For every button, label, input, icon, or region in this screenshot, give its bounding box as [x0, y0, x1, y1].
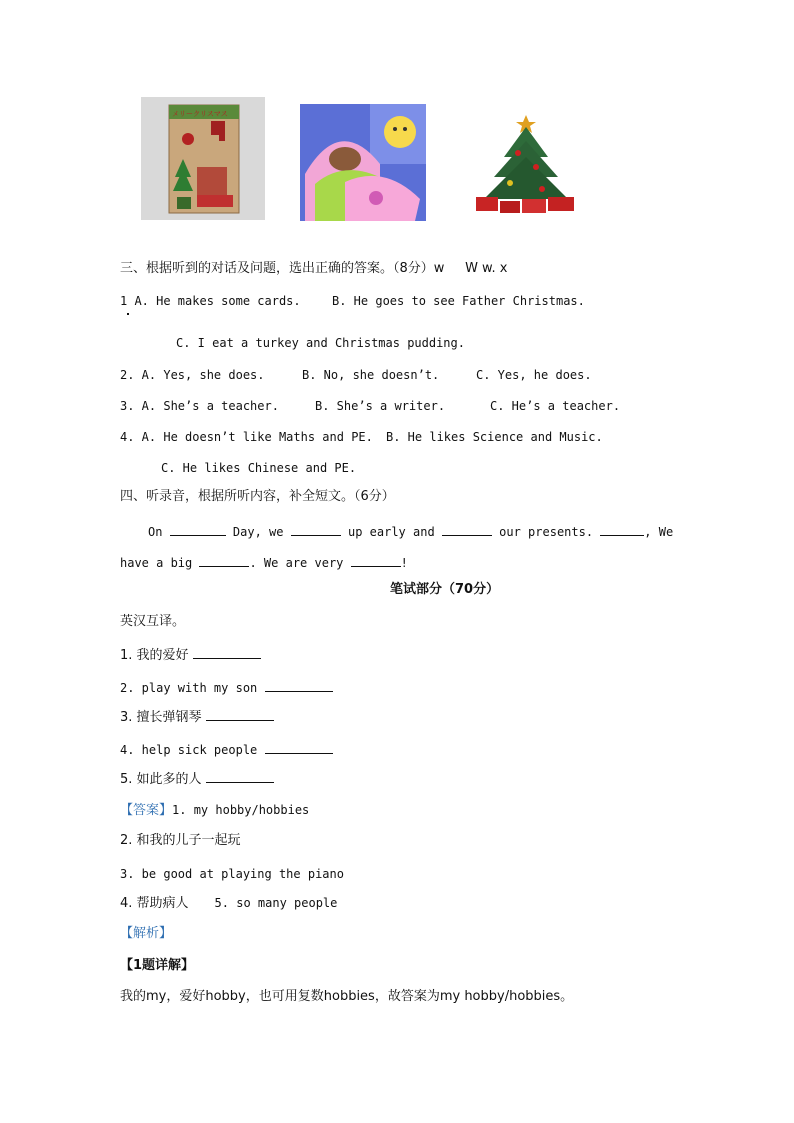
section3-title: 三、根据听到的对话及问题，选出正确的答案。（8分）w W w. x — [120, 261, 508, 276]
analysis-subheading: 【1题详解】 — [120, 958, 195, 973]
item-text: 1. 我的爱好 — [120, 648, 189, 663]
answer-tag: 【答案】 — [120, 803, 173, 818]
answer-blank-4[interactable] — [265, 741, 333, 754]
section4-title: 四、听录音，根据所听内容，补全短文。（6分） — [120, 489, 395, 504]
answer-blank-1[interactable] — [193, 646, 261, 659]
q3-option-b: B. She’s a writer. — [315, 399, 446, 413]
answer-line-2: 2. 和我的儿子一起玩 — [120, 833, 241, 848]
item-text: 4. help sick people — [120, 743, 258, 757]
answer-line-4 — [120, 895, 337, 912]
blank-3[interactable] — [442, 523, 492, 536]
card-text: メリークリスマス — [172, 110, 228, 118]
translation-item-5 — [120, 770, 274, 788]
q4-option-b: B. He likes Science and Music. — [386, 430, 603, 444]
item-text: 5. 如此多的人 — [120, 772, 202, 787]
translation-item-2 — [120, 679, 333, 696]
passage-text: our presents. — [499, 525, 594, 539]
analysis-tag: 【解析】 — [120, 926, 173, 941]
q2-option-c: C. Yes, he does. — [476, 368, 592, 382]
answer-line-3: 3. be good at playing the piano — [120, 867, 344, 881]
translation-item-1 — [120, 646, 261, 664]
answer-blank-3[interactable] — [206, 708, 274, 721]
q3-option-a: 3. A. She’s a teacher. — [120, 399, 279, 413]
stray-dot — [127, 313, 129, 315]
answer-text: 1. my hobby/hobbies — [172, 803, 310, 817]
answer-blank-5[interactable] — [206, 770, 274, 783]
sleeping-child-image — [300, 104, 426, 221]
answer-text: 5. so many people — [214, 896, 338, 910]
answer-text: 4. 帮助病人 — [120, 896, 189, 911]
answer-line-1 — [120, 802, 309, 819]
passage-line-2 — [120, 554, 408, 571]
blank-4[interactable] — [600, 523, 644, 536]
passage-text: ! — [400, 556, 408, 570]
translation-instruction: 英汉互译。 — [120, 614, 186, 629]
translation-item-3 — [120, 708, 274, 726]
christmas-tree-image — [470, 113, 582, 216]
blank-2[interactable] — [291, 523, 341, 536]
translation-item-4 — [120, 741, 333, 758]
passage-text: , We — [644, 525, 674, 539]
item-text: 3. 擅长弹钢琴 — [120, 710, 202, 725]
written-heading: 笔试部分（70分） — [390, 582, 500, 597]
q2-option-a: 2. A. Yes, she does. — [120, 368, 265, 382]
q4-option-c: C. He likes Chinese and PE. — [161, 461, 357, 475]
passage-text: Day, we — [232, 525, 284, 539]
analysis-text: 我的my，爱好hobby，也可用复数hobbies，故答案为my hobby/hobbies。 — [120, 989, 574, 1004]
q1-option-b: B. He goes to see Father Christmas. — [332, 294, 585, 308]
q1-option-c: C. I eat a turkey and Christmas pudding. — [176, 336, 465, 350]
passage-line-1 — [148, 523, 673, 540]
blank-5[interactable] — [199, 554, 249, 567]
item-text: 2. play with my son — [120, 681, 258, 695]
blank-1[interactable] — [170, 523, 226, 536]
blank-6[interactable] — [351, 554, 401, 567]
answer-blank-2[interactable] — [265, 679, 333, 692]
christmas-card-image — [141, 97, 265, 220]
q1-option-a: 1 A. He makes some cards. — [120, 294, 301, 308]
q2-option-b: B. No, she doesn’t. — [302, 368, 440, 382]
q3-option-c: C. He’s a teacher. — [490, 399, 621, 413]
passage-text: up early and — [347, 525, 435, 539]
q4-option-a: 4. A. He doesn’t like Maths and PE. — [120, 430, 373, 444]
passage-text: have a big — [120, 556, 193, 570]
passage-text: . We are very — [249, 556, 344, 570]
passage-text: On — [148, 525, 163, 539]
